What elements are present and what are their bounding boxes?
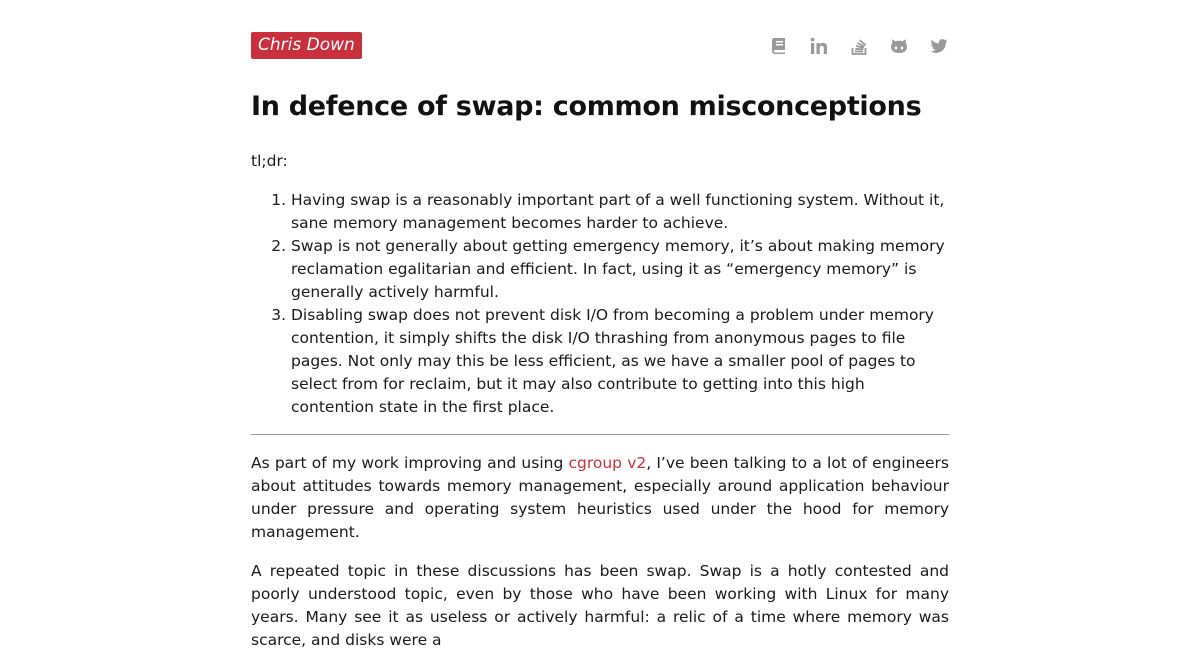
summary-list (251, 189, 949, 419)
intro-text-end: , I’ve been talking to a lot of engineers about attitudes towards memory management, especially around application behaviour under pressure and operating system heuristics used under the hood for memory management. (251, 454, 950, 541)
site-brand-link[interactable]: Chris Down (251, 32, 362, 59)
book-icon[interactable] (769, 36, 789, 56)
cgroup-v2-link[interactable]: cgroup v2 (568, 454, 647, 472)
github-icon[interactable] (889, 36, 909, 56)
twitter-icon[interactable] (929, 36, 949, 56)
linkedin-icon[interactable] (809, 36, 829, 56)
summary-item: 1. Having swap is a reasonably important part of a well functioning system. Without it, sane memory management becomes harder to achieve. (291, 189, 949, 235)
tldr-label: tl;dr: (251, 152, 288, 170)
summary-item: 2. Swap is not generally about getting emergency memory, it’s about making memory reclamation egalitarian and efficient. In fact, using it as “emergency memory” is generally actively harmful. (291, 235, 949, 304)
section-divider (251, 434, 949, 435)
intro-paragraph (251, 452, 949, 544)
site-header (251, 0, 949, 60)
summary-item: 3. Disabling swap does not prevent disk I/O from becoming a problem under memory contention, it simply shifts the disk I/O thrashing from anonymous pages to file pages. Not only may this be less efficient, as we have a smaller pool of pages to select from for reclaim, but it may also contribute to getting into this high contention state in the first place. (291, 304, 949, 419)
stackoverflow-icon[interactable] (849, 36, 869, 56)
swap-paragraph: A repeated topic in these discussions has been swap. Swap is a hotly contested and poorly understood topic, even by those who have been working with Linux for many years. Many see it as useless or actively harmful: a relic of a time where memory was scarce, and disks were a (251, 562, 949, 649)
page (251, 0, 949, 652)
intro-text-start: As part of my work improving and using (251, 454, 569, 472)
social-links (769, 36, 949, 56)
article-title: In defence of swap: common misconceptions (251, 91, 922, 122)
